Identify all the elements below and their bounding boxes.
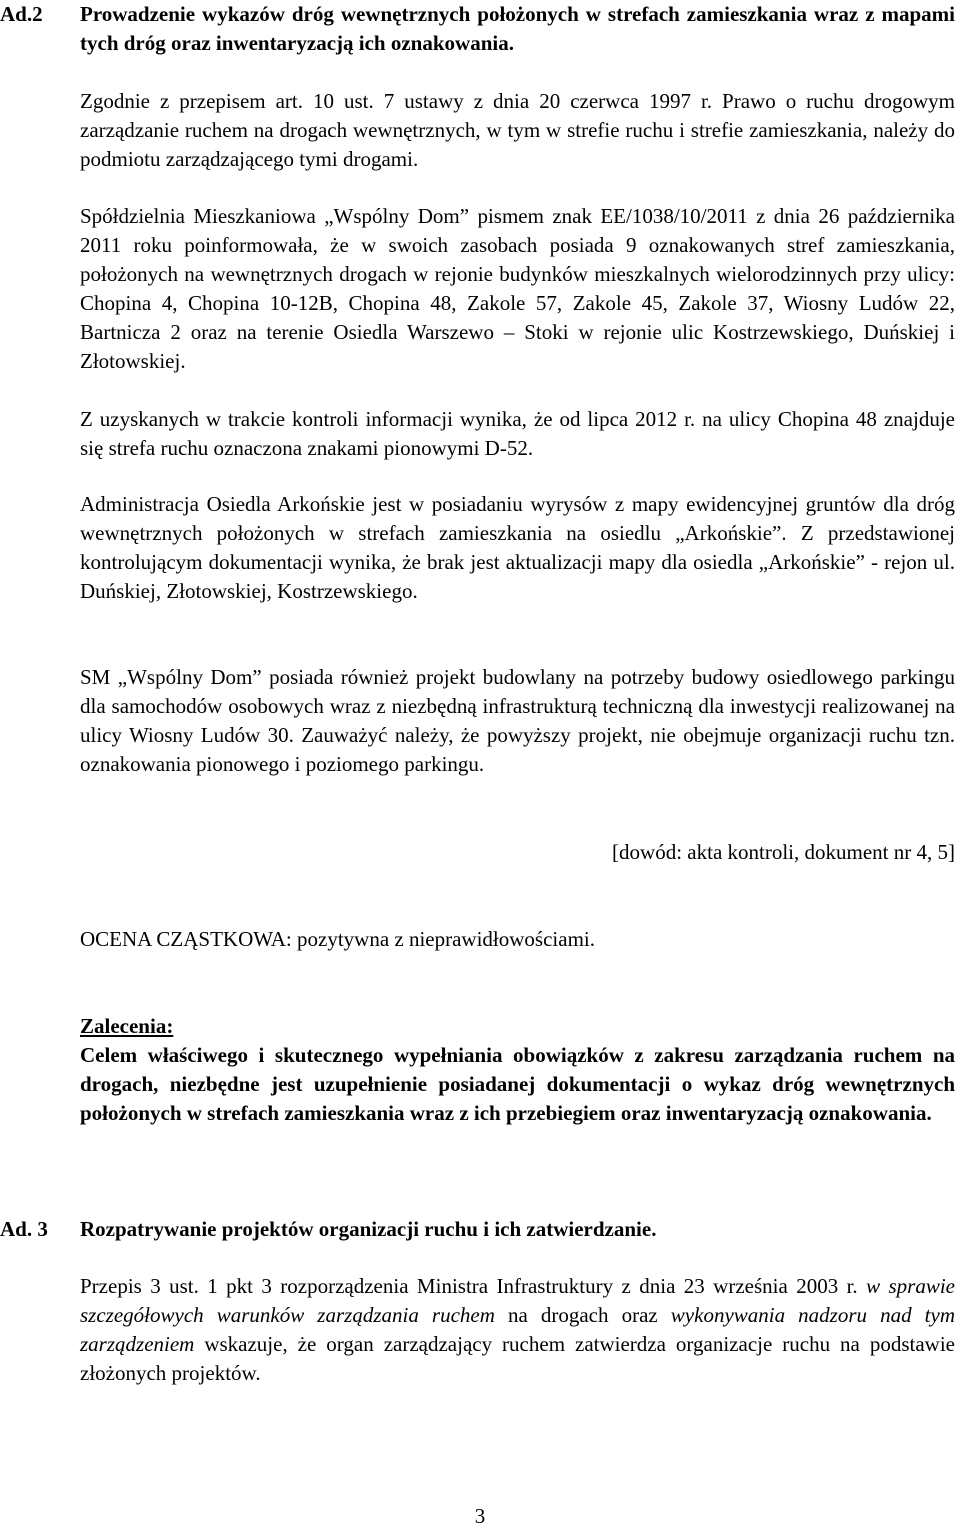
paragraph-parking-project: SM „Wspólny Dom” posiada również projekt budowlany na potrzeby budowy osiedlowego parkingu dla samochodów osobowych wraz z niezbędną infrastrukturą techniczną dla inwestycji realizowanej na ulicy Wiosny Ludów 30. Zauważyć należy, że powyższy projekt, nie obejmuje organizacji ruchu tzn. oznakowania pionowego i poziomego parkingu.	[80, 665, 955, 776]
regulation-text-mid: na drogach oraz	[494, 1303, 671, 1327]
recommendations-label: Zalecenia:	[80, 1014, 174, 1038]
page-number: 3	[474, 1504, 486, 1528]
regulation-title-italic: w sprawie szczegółowych warunków zarządzania ruchem	[80, 1274, 956, 1327]
section-heading-ad2: Prowadzenie wykazów dróg wewnętrznych położonych w strefach zamieszkania wraz z mapami tych dróg oraz inwentaryzacją ich oznakowania.	[80, 2, 955, 55]
partial-assessment: OCENA CZĄSTKOWA: pozytywna z nieprawidłowościami.	[80, 927, 596, 951]
section-heading-ad3: Rozpatrywanie projektów organizacji ruchu i ich zatwierdzanie.	[80, 1217, 657, 1241]
paragraph-estate-administration: Administracja Osiedla Arkońskie jest w posiadaniu wyrysów z mapy ewidencyjnej gruntów dla dróg wewnętrznych położonych w strefach zamieszkania na osiedlu „Arkońskie”. Z przedstawionej kontrolującym dokumentacji wynika, że brak jest aktualizacji mapy dla osiedla „Arkońskie” - rejon ul. Duńskiej, Złotowskiej, Kostrzewskiego.	[80, 492, 955, 603]
paragraph-control-findings: Z uzyskanych w trakcie kontroli informacji wynika, że od lipca 2012 r. na ulicy Chopina 48 znajduje się strefa ruchu oznaczona znakami pionowymi D-52.	[80, 407, 955, 460]
regulation-text-start: Przepis 3 ust. 1 pkt 3 rozporządzenia Ministra Infrastruktury z dnia 23 września 2003 r.	[80, 1274, 867, 1298]
paragraph-regulation	[80, 1272, 955, 1388]
paragraph-legal-basis: Zgodnie z przepisem art. 10 ust. 7 ustawy z dnia 20 czerwca 1997 r. Prawo o ruchu drogowym zarządzanie ruchem na drogach wewnętrznych, w tym w strefie ruchu i strefie zamieszkania, należy do podmiotu zarządzającego tymi drogami.	[80, 89, 955, 171]
section-label-ad2: Ad.2	[0, 2, 43, 26]
recommendations-text: Celem właściwego i skutecznego wypełniania obowiązków z zakresu zarządzania ruchem na drogach, niezbędne jest uzupełnienie posiadanej dokumentacji o wykaz dróg wewnętrznych położonych w strefach zamieszkania wraz z ich przebiegiem oraz inwentaryzacją oznakowania.	[80, 1043, 955, 1125]
regulation-supervision-italic: wykonywania nadzoru nad tym zarządzeniem	[80, 1303, 956, 1356]
paragraph-housing-cooperative: Spółdzielnia Mieszkaniowa „Wspólny Dom” pismem znak EE/1038/10/2011 z dnia 26 października 2011 roku poinformowała, że w swoich zasobach posiada 9 oznakowanych stref zamieszkania, położonych na wewnętrznych drogach w rejonie budynków mieszkalnych wielorodzinnych przy ulicy: Chopina 4, Chopina 10-12B, Chopina 48, Zakole 57, Zakole 45, Zakole 37, Wiosny Ludów 22, Bartnicza 2 oraz na terenie Osiedla Warszewo – Stoki w rejonie ulic Kostrzewskiego, Duńskiej i Złotowskiej.	[80, 204, 955, 373]
section-label-ad3: Ad. 3	[0, 1217, 48, 1241]
regulation-text-end: wskazuje, że organ zarządzający ruchem zatwierdza organizacje ruchu na podstawie złożonych projektów.	[80, 1332, 955, 1385]
evidence-reference: [dowód: akta kontroli, dokument nr 4, 5]	[612, 840, 955, 864]
